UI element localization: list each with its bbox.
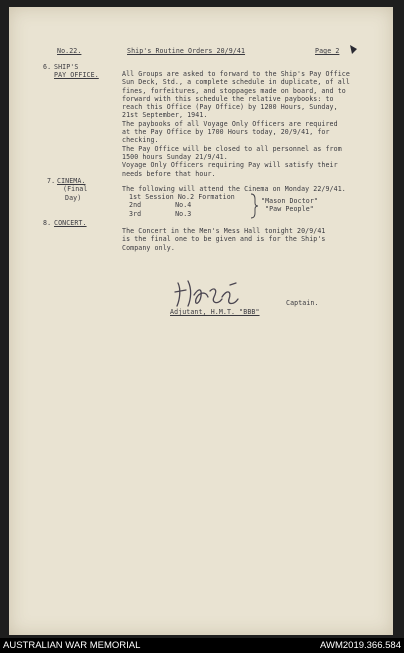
heading-line: (Final (63, 185, 88, 194)
session-label: 2nd (129, 201, 142, 210)
body-line: The paybooks of all Voyage Only Officers are required (122, 119, 338, 128)
body-line: All Groups are asked to forward to the Ship's Pay Office (122, 70, 350, 78)
session-label: 1st Session (129, 193, 174, 201)
section-body (122, 227, 326, 252)
body-line: The following will attend the Cinema on Monday 22/9/41. (122, 185, 346, 193)
session-row (129, 193, 235, 201)
film-title: "Mason Doctor" (261, 197, 318, 205)
section-heading: CONCERT. (54, 219, 87, 227)
institution-name: AUSTRALIAN WAR MEMORIAL (3, 640, 141, 651)
body-line: is the final one to be given and is for the Ship's (122, 235, 326, 244)
section-number: 7. (47, 177, 56, 185)
film-title: "Paw People" (265, 205, 314, 214)
section-number: 8. (43, 219, 52, 227)
session-row (129, 210, 235, 218)
archive-footer (0, 638, 404, 653)
signatory-rank: Captain. (286, 299, 319, 307)
body-line: 21st September, 1941. (122, 111, 208, 120)
session-formation: No.3 (175, 209, 192, 218)
body-line: 1500 hours Sunday 21/9/41. (122, 152, 228, 161)
body-line: reach this Office (Pay Office) by 1200 Hours, Sunday, (122, 103, 338, 112)
body-line: at the Pay Office by 1700 Hours today, 20/9/41, for (122, 128, 330, 137)
heading-line: SHIP'S (54, 63, 79, 71)
session-formation: No.2 Formation (177, 193, 235, 201)
body-line: fines, forfeitures, and stoppages made on board, and to (122, 86, 346, 95)
document-page (9, 7, 393, 635)
heading-line: PAY OFFICE. (54, 71, 99, 80)
document-body (9, 7, 393, 635)
signatory-title: Adjutant, H.M.T. "BBB" (170, 308, 260, 316)
film-titles (261, 197, 318, 214)
heading-line: CINEMA. (57, 177, 86, 185)
section-number: 6. (43, 63, 52, 71)
ink-mark-icon (349, 43, 359, 55)
body-line: needs before that hour. (122, 169, 216, 178)
session-formation: No.4 (175, 201, 192, 210)
body-line: Sun Deck, Std., a complete schedule in duplicate, of all (122, 78, 350, 87)
section-heading (54, 63, 99, 80)
accession-number: AWM2019.366.584 (320, 640, 401, 651)
body-line: Company only. (122, 243, 175, 252)
session-list (129, 193, 235, 218)
body-line: The Pay Office will be closed to all personnel as from (122, 144, 342, 153)
document-title: Ship's Routine Orders 20/9/41 (127, 47, 246, 55)
body-line: forward with this schedule the relative paybooks: to (122, 94, 334, 103)
section-heading (57, 177, 87, 202)
body-line: Voyage Only Officers requiring Pay will satisfy their (122, 161, 338, 170)
order-number: No.22. (57, 47, 82, 55)
session-label: 3rd (129, 209, 142, 218)
session-row (129, 201, 235, 209)
body-line: The Concert in the Men's Mess Hall tonight 20/9/41 (122, 227, 326, 235)
page-number: Page 2 (315, 47, 340, 55)
body-line: checking. (122, 136, 159, 145)
brace-icon (249, 193, 259, 219)
heading-line: Day) (65, 193, 82, 202)
section-body (122, 70, 350, 178)
